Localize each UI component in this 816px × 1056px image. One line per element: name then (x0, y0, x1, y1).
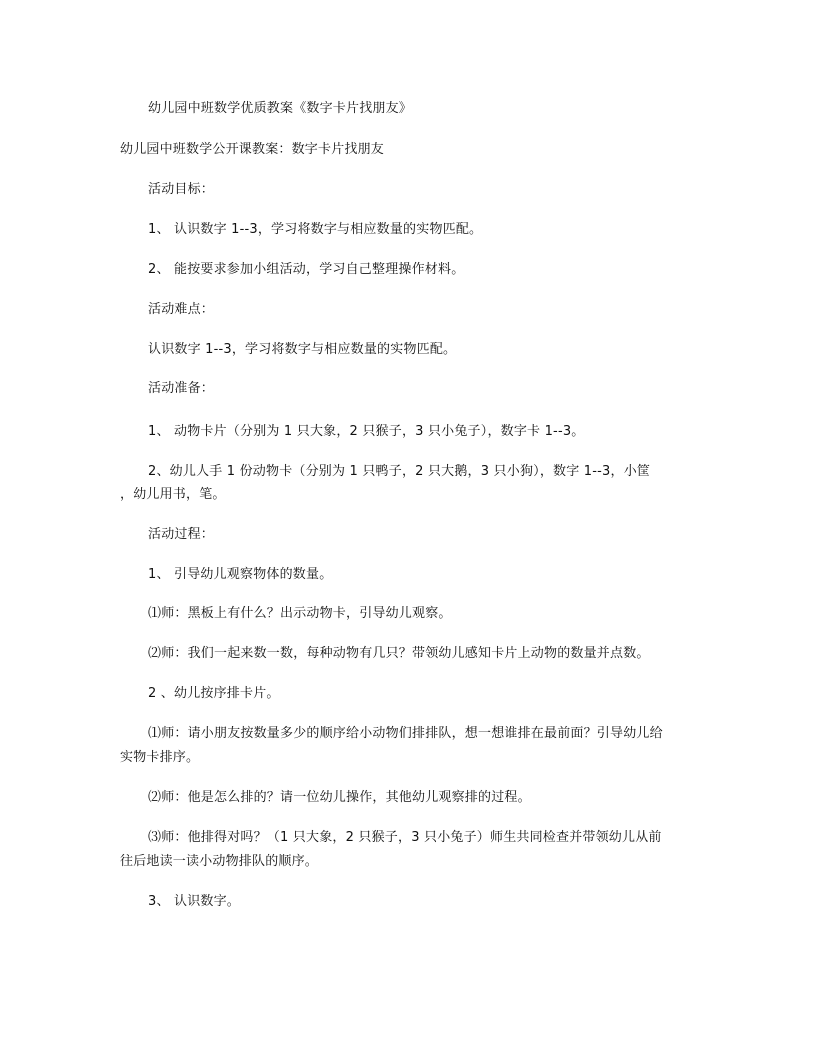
step-1-2: ⑵师：我们一起来数一数，每种动物有几只？带领幼儿感知卡片上动物的数量并点数。 (148, 646, 650, 661)
step-1: 1、 引导幼儿观察物体的数量。 (148, 567, 333, 582)
prep-item-2-line-2: ，幼儿用书，笔。 (120, 487, 226, 502)
goal-item-1: 1、 认识数字 1--3，学习将数字与相应数量的实物匹配。 (148, 222, 483, 237)
step-2-1-line-1: ⑴师：请小朋友按数量多少的顺序给小动物们排排队，想一想谁排在最前面？引导幼儿给 (148, 726, 663, 741)
step-2: 2 、幼儿按序排卡片。 (148, 686, 280, 701)
step-1-1: ⑴师：黑板上有什么？出示动物卡，引导幼儿观察。 (148, 606, 452, 621)
prep-item-2-line-1: 2、幼儿人手 1 份动物卡（分别为 1 只鸭子，2 只大鹅，3 只小狗），数字 1--3，小筐 (148, 464, 651, 479)
goal-item-2: 2、 能按要求参加小组活动，学习自己整理操作材料。 (148, 262, 465, 277)
process-heading: 活动过程： (148, 527, 215, 542)
goals-heading: 活动目标： (148, 182, 215, 197)
difficulty-text: 认识数字 1--3，学习将数字与相应数量的实物匹配。 (148, 342, 457, 357)
step-2-2: ⑵师：他是怎么排的？请一位幼儿操作，其他幼儿观察排的过程。 (148, 790, 531, 805)
step-2-1-line-2: 实物卡排序。 (120, 750, 200, 765)
step-2-3-line-2: 往后地读一读小动物排队的顺序。 (120, 854, 319, 869)
prep-item-1: 1、 动物卡片（分别为 1 只大象，2 只猴子，3 只小兔子），数字卡 1--3。 (148, 424, 585, 439)
prep-heading: 活动准备： (148, 381, 215, 396)
difficulty-heading: 活动难点： (148, 302, 215, 317)
document-subtitle: 幼儿园中班数学公开课教案：数字卡片找朋友 (120, 142, 385, 157)
step-3: 3、 认识数字。 (148, 894, 241, 909)
document-title: 幼儿园中班数学优质教案《数字卡片找朋友》 (148, 101, 413, 116)
step-2-3-line-1: ⑶师：他排得对吗？（1 只大象，2 只猴子，3 只小兔子）师生共同检查并带领幼儿从前 (148, 830, 662, 845)
